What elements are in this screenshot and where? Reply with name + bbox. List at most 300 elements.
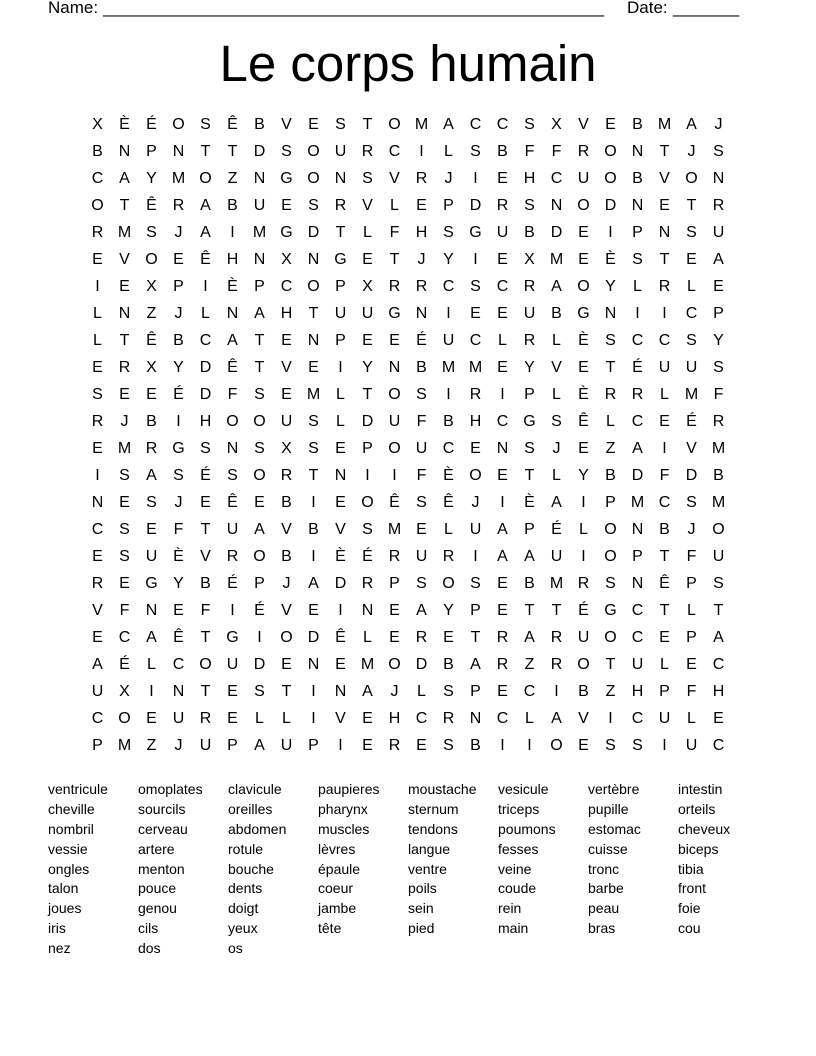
grid-letter: È (227, 278, 238, 295)
grid-letter: P (632, 224, 643, 241)
grid-letter: U (658, 359, 671, 376)
word-list-item: dents (228, 880, 263, 897)
grid-letter: C (91, 170, 104, 187)
grid-letter: S (146, 224, 157, 241)
grid-letter: È (605, 251, 616, 268)
grid-letter: I (608, 710, 613, 727)
grid-letter: E (416, 521, 427, 538)
grid-letter: M (549, 575, 564, 592)
grid-letter: L (390, 197, 399, 214)
grid-letter: E (281, 332, 292, 349)
word-list-item: jambe (318, 900, 357, 917)
grid-letter: O (388, 386, 401, 403)
grid-letter: S (632, 251, 643, 268)
grid-letter: R (523, 332, 536, 349)
grid-letter: B (470, 737, 481, 754)
grid-letter: E (146, 710, 157, 727)
grid-letter: R (523, 278, 536, 295)
grid-letter: E (281, 197, 292, 214)
grid-letter: D (199, 359, 212, 376)
word-list-item: ventricule (48, 781, 108, 797)
grid-row (84, 519, 732, 546)
grid-letter: O (145, 251, 158, 268)
grid-letter: N (91, 494, 104, 511)
grid-letter: L (552, 332, 561, 349)
grid-letter: I (311, 494, 316, 511)
word-list-item: nez (48, 940, 71, 957)
grid-letter: O (361, 494, 374, 511)
grid-letter: S (92, 386, 103, 403)
grid-letter: N (334, 170, 347, 187)
grid-letter: Y (173, 359, 184, 376)
grid-letter: H (631, 683, 644, 700)
grid-letter: J (552, 440, 561, 457)
grid-letter: I (95, 467, 100, 484)
grid-letter: C (118, 629, 131, 646)
grid-letter: A (713, 629, 724, 646)
grid-letter: É (200, 467, 211, 484)
word-list-item: ongles (48, 860, 90, 877)
grid-letter: L (687, 710, 696, 727)
grid-letter: V (686, 440, 697, 457)
grid-letter: S (146, 494, 157, 511)
grid-letter: M (549, 251, 564, 268)
grid-letter: E (659, 629, 670, 646)
grid-letter: M (711, 494, 726, 511)
grid-letter: O (253, 413, 266, 430)
word-list-item: épaule (318, 860, 361, 877)
word-list-item: foie (678, 900, 701, 917)
grid-letter: S (443, 737, 454, 754)
word-list-item: bras (588, 920, 616, 937)
grid-letter: N (631, 521, 644, 538)
grid-letter: R (496, 197, 509, 214)
grid-letter: C (496, 710, 509, 727)
grid-letter: O (388, 116, 401, 133)
grid-letter: D (307, 224, 320, 241)
grid-letter: I (365, 467, 370, 484)
grid-letter: G (280, 224, 293, 241)
grid-letter: N (118, 143, 131, 160)
word-list-item: triceps (498, 800, 540, 817)
grid-row (84, 546, 732, 573)
grid-letter: T (605, 656, 616, 673)
grid-letter: N (658, 224, 671, 241)
grid-letter: I (473, 548, 478, 565)
grid-letter: P (92, 737, 103, 754)
grid-row (84, 168, 732, 195)
grid-letter: N (253, 170, 266, 187)
grid-letter: V (362, 197, 373, 214)
grid-letter: A (92, 656, 103, 673)
grid-letter: G (226, 629, 239, 646)
grid-letter: F (524, 143, 535, 160)
grid-letter: S (416, 386, 427, 403)
grid-letter: O (199, 170, 212, 187)
grid-letter: L (147, 656, 156, 673)
grid-letter: E (389, 332, 400, 349)
grid-letter: P (146, 143, 157, 160)
grid-letter: S (443, 224, 454, 241)
grid-letter: T (335, 224, 346, 241)
grid-letter: S (308, 197, 319, 214)
grid-row (84, 141, 732, 168)
word-list-item: estomac (588, 820, 641, 837)
grid-letter: T (200, 683, 211, 700)
word-list-item: fesses (498, 840, 539, 857)
grid-letter: È (335, 548, 346, 565)
grid-letter: R (388, 737, 401, 754)
grid-letter: O (280, 629, 293, 646)
grid-letter: U (658, 710, 671, 727)
word-list-item: paupieres (318, 781, 380, 797)
grid-letter: F (659, 467, 670, 484)
grid-letter: P (659, 683, 670, 700)
word-list-item: poils (408, 880, 437, 897)
grid-letter: L (363, 224, 372, 241)
grid-letter: U (334, 143, 347, 160)
grid-letter: N (334, 467, 347, 484)
name-label: Name: (48, 0, 99, 17)
grid-letter: C (91, 710, 104, 727)
grid-letter: L (687, 278, 696, 295)
grid-letter: T (659, 548, 670, 565)
grid-letter: I (581, 494, 586, 511)
grid-letter: O (442, 575, 455, 592)
grid-letter: O (604, 170, 617, 187)
grid-letter: O (91, 197, 104, 214)
grid-letter: A (254, 521, 265, 538)
grid-letter: N (388, 359, 401, 376)
grid-letter: È (443, 467, 454, 484)
grid-letter: E (92, 548, 103, 565)
grid-letter: N (307, 656, 320, 673)
grid-letter: E (119, 386, 130, 403)
grid-letter: B (200, 575, 211, 592)
grid-letter: A (686, 116, 697, 133)
grid-letter: L (93, 305, 102, 322)
grid-letter: T (362, 386, 373, 403)
grid-letter: I (500, 386, 505, 403)
word-list-item: abdomen (228, 820, 287, 837)
grid-letter: Ê (173, 629, 184, 646)
grid-letter: O (604, 143, 617, 160)
grid-letter: S (605, 575, 616, 592)
word-list-item: biceps (678, 840, 719, 857)
grid-letter: Z (605, 683, 616, 700)
grid-letter: A (362, 683, 373, 700)
grid-letter: P (254, 278, 265, 295)
grid-letter: S (308, 440, 319, 457)
grid-letter: P (254, 575, 265, 592)
grid-letter: V (335, 710, 346, 727)
grid-letter: A (146, 467, 157, 484)
grid-letter: R (577, 143, 590, 160)
grid-letter: E (497, 602, 508, 619)
grid-letter: I (203, 278, 208, 295)
word-list-item: pharynx (318, 800, 368, 817)
word-list-item: pouce (138, 880, 177, 897)
grid-letter: N (469, 710, 482, 727)
grid-letter: G (172, 440, 185, 457)
grid-letter: V (578, 116, 589, 133)
grid-letter: H (469, 413, 482, 430)
grid-row (84, 735, 732, 762)
grid-letter: B (443, 656, 454, 673)
grid-letter: Y (173, 575, 184, 592)
word-list-item: clavicule (228, 781, 282, 797)
date-blank-line: _______ (673, 0, 740, 17)
grid-letter: J (714, 116, 723, 133)
word-list-item: menton (138, 860, 185, 877)
grid-letter: E (335, 494, 346, 511)
grid-letter: U (145, 548, 158, 565)
grid-letter: U (361, 305, 374, 322)
grid-letter: S (686, 494, 697, 511)
grid-letter: É (362, 548, 373, 565)
grid-letter: E (686, 656, 697, 673)
word-list-item: yeux (228, 920, 258, 937)
grid-letter: S (254, 440, 265, 457)
grid-letter: X (92, 116, 103, 133)
grid-letter: Ê (146, 332, 157, 349)
grid-letter: O (226, 413, 239, 430)
grid-letter: G (334, 251, 347, 268)
grid-letter: D (361, 413, 374, 430)
grid-letter: X (119, 683, 130, 700)
grid-letter: M (171, 170, 186, 187)
grid-letter: E (389, 602, 400, 619)
grid-letter: O (307, 170, 320, 187)
grid-letter: U (523, 305, 536, 322)
grid-letter: I (257, 629, 262, 646)
grid-letter: A (254, 305, 265, 322)
grid-letter: V (578, 710, 589, 727)
grid-row (84, 681, 732, 708)
word-list-item: rein (498, 900, 522, 917)
grid-letter: E (254, 494, 265, 511)
grid-letter: R (550, 629, 563, 646)
grid-letter: S (200, 440, 211, 457)
grid-letter: X (362, 278, 373, 295)
grid-letter: E (578, 251, 589, 268)
grid-letter: R (361, 575, 374, 592)
grid-letter: J (174, 305, 183, 322)
grid-letter: S (281, 143, 292, 160)
grid-letter: R (712, 197, 725, 214)
grid-letter: N (712, 170, 725, 187)
grid-letter: N (226, 305, 239, 322)
grid-letter: A (551, 710, 562, 727)
word-list-item: main (498, 920, 529, 937)
grid-letter: N (631, 197, 644, 214)
grid-letter: Z (146, 305, 157, 322)
grid-letter: R (199, 710, 212, 727)
grid-letter: C (523, 683, 536, 700)
grid-letter: B (659, 521, 670, 538)
grid-row (84, 384, 732, 411)
grid-letter: R (577, 575, 590, 592)
grid-letter: Y (524, 359, 535, 376)
grid-letter: B (281, 494, 292, 511)
grid-letter: L (552, 467, 561, 484)
grid-letter: O (388, 440, 401, 457)
grid-letter: È (524, 494, 535, 511)
grid-letter: S (470, 575, 481, 592)
grid-letter: G (577, 305, 590, 322)
grid-letter: H (388, 710, 401, 727)
grid-letter: A (497, 521, 508, 538)
word-list-item: doigt (228, 900, 259, 917)
grid-letter: É (551, 521, 562, 538)
grid-letter: B (632, 170, 643, 187)
grid-letter: I (554, 683, 559, 700)
grid-letter: B (443, 413, 454, 430)
grid-letter: I (473, 170, 478, 187)
grid-letter: I (473, 251, 478, 268)
grid-letter: I (95, 278, 100, 295)
grid-letter: G (523, 413, 536, 430)
grid-letter: T (470, 629, 481, 646)
grid-letter: U (226, 521, 239, 538)
grid-letter: D (334, 575, 347, 592)
grid-letter: Ê (227, 359, 238, 376)
grid-letter: P (605, 494, 616, 511)
grid-letter: O (577, 197, 590, 214)
grid-letter: Ê (227, 116, 238, 133)
grid-letter: P (335, 278, 346, 295)
grid-letter: A (200, 197, 211, 214)
grid-letter: X (146, 359, 157, 376)
grid-letter: N (253, 251, 266, 268)
grid-letter: R (361, 143, 374, 160)
grid-letter: C (469, 116, 482, 133)
grid-letter: E (119, 278, 130, 295)
grid-letter: E (119, 575, 130, 592)
grid-letter: H (523, 170, 536, 187)
grid-letter: I (176, 413, 181, 430)
grid-letter: I (527, 737, 532, 754)
grid-letter: É (227, 575, 238, 592)
grid-letter: N (118, 305, 131, 322)
grid-letter: O (712, 521, 725, 538)
word-list-item: cuisse (588, 840, 628, 857)
grid-letter: O (388, 656, 401, 673)
word-list-item: joues (48, 900, 82, 917)
grid-letter: P (335, 332, 346, 349)
grid-letter: E (281, 386, 292, 403)
grid-letter: N (631, 575, 644, 592)
grid-letter: F (227, 386, 238, 403)
grid-letter: L (444, 143, 453, 160)
grid-row (84, 411, 732, 438)
grid-letter: I (230, 602, 235, 619)
grid-letter: O (469, 467, 482, 484)
grid-letter: R (118, 359, 131, 376)
grid-letter: U (334, 305, 347, 322)
grid-letter: O (172, 116, 185, 133)
grid-letter: I (662, 305, 667, 322)
grid-letter: J (174, 494, 183, 511)
grid-letter: Ê (146, 197, 157, 214)
grid-letter: M (630, 494, 645, 511)
word-list-item: genou (138, 900, 177, 917)
grid-letter: D (469, 197, 482, 214)
grid-letter: V (281, 521, 292, 538)
grid-letter: E (362, 710, 373, 727)
grid-letter: J (390, 683, 399, 700)
grid-letter: A (524, 629, 535, 646)
grid-letter: J (282, 575, 291, 592)
grid-letter: B (524, 224, 535, 241)
grid-letter: O (604, 521, 617, 538)
grid-letter: S (713, 143, 724, 160)
grid-letter: R (172, 197, 185, 214)
grid-letter: E (713, 278, 724, 295)
grid-letter: D (550, 224, 563, 241)
grid-letter: È (578, 332, 589, 349)
grid-letter: C (280, 278, 293, 295)
grid-letter: O (253, 548, 266, 565)
grid-letter: V (200, 548, 211, 565)
grid-letter: R (631, 386, 644, 403)
grid-letter: L (282, 710, 291, 727)
grid-letter: R (604, 386, 617, 403)
grid-letter: X (281, 251, 292, 268)
grid-letter: E (416, 197, 427, 214)
grid-letter: B (497, 143, 508, 160)
grid-letter: A (200, 224, 211, 241)
grid-letter: H (712, 683, 725, 700)
grid-letter: C (469, 332, 482, 349)
grid-letter: E (146, 386, 157, 403)
grid-letter: Y (605, 278, 616, 295)
grid-letter: E (119, 494, 130, 511)
grid-letter: É (119, 656, 130, 673)
grid-letter: C (496, 278, 509, 295)
grid-letter: F (173, 521, 184, 538)
grid-letter: I (230, 224, 235, 241)
grid-letter: I (338, 602, 343, 619)
grid-letter: T (659, 143, 670, 160)
grid-letter: U (496, 224, 509, 241)
grid-letter: E (497, 170, 508, 187)
grid-letter: S (470, 278, 481, 295)
grid-letter: O (550, 737, 563, 754)
grid-letter: S (713, 575, 724, 592)
grid-letter: R (145, 440, 158, 457)
grid-letter: I (311, 710, 316, 727)
grid-letter: Z (605, 440, 616, 457)
grid-letter: E (227, 683, 238, 700)
grid-letter: Y (713, 332, 724, 349)
grid-letter: U (685, 359, 698, 376)
grid-letter: S (119, 521, 130, 538)
grid-letter: U (685, 737, 698, 754)
grid-letter: Y (362, 359, 373, 376)
grid-letter: T (308, 305, 319, 322)
grid-letter: S (362, 170, 373, 187)
grid-letter: S (686, 224, 697, 241)
grid-letter: R (415, 170, 428, 187)
grid-letter: E (362, 332, 373, 349)
grid-letter: E (146, 521, 157, 538)
word-list-item: pied (408, 920, 435, 937)
grid-letter: T (524, 467, 535, 484)
grid-letter: R (658, 278, 671, 295)
grid-letter: E (308, 359, 319, 376)
grid-letter: M (468, 359, 483, 376)
